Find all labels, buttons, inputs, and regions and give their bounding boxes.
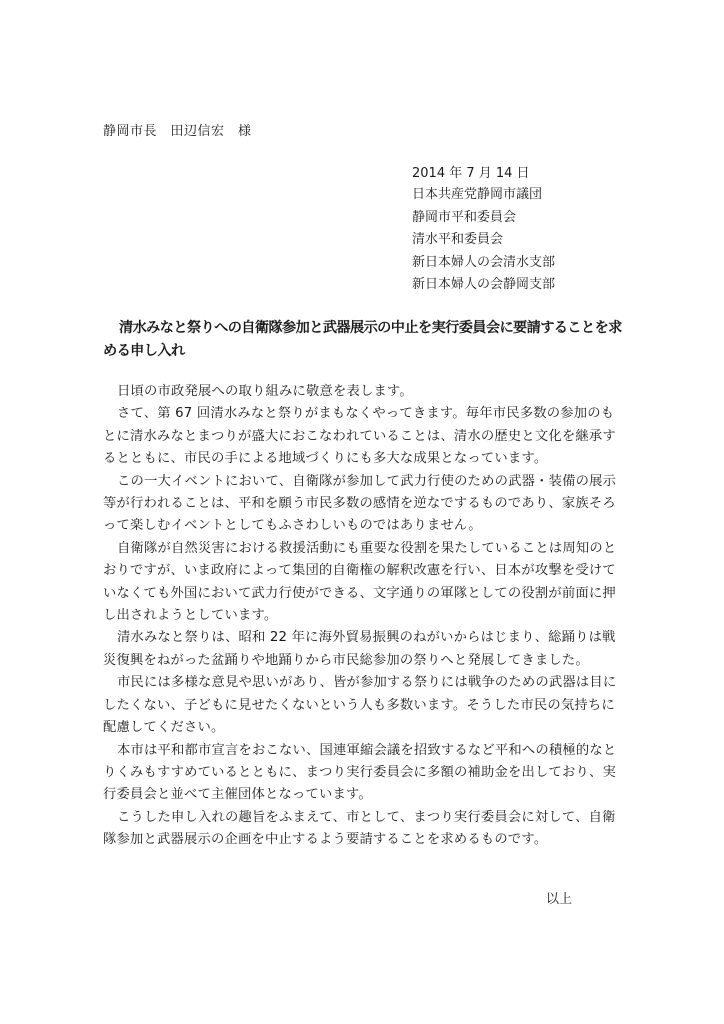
body-paragraph: 自衛隊が自然災害における救援活動にも重要な役割を果たしていることは周知のとおりですが、いま政府によって集団的自衛権の解釈改憲を行い、日本が攻撃を受けていなくても外国において武力行使ができる、文字通りの軍隊としての役割が前面に押し出されようとしています。 bbox=[103, 540, 617, 624]
sender-name: 新日本婦人の会清水支部 bbox=[412, 254, 556, 270]
letter-date: 2014 年 7 月 14 日 bbox=[412, 166, 530, 181]
body-paragraph: 日頃の市政発展への取り組みに敬意を表します。 bbox=[117, 384, 413, 399]
body-paragraph: 本市は平和都市宣言をおこない、国連軍縮会議を招致するなど平和への積極的なとりくみもすすめているとともに、まつり実行委員会に多額の補助金を出しており、実行委員会と並べて主催団体となっています。 bbox=[103, 742, 617, 803]
sender-list bbox=[412, 184, 555, 297]
sender-name: 清水平和委員会 bbox=[412, 232, 504, 248]
sender-name: 新日本婦人の会静岡支部 bbox=[412, 277, 556, 293]
sender-name: 静岡市平和委員会 bbox=[412, 209, 517, 225]
closing-mark: 以上 bbox=[546, 892, 573, 907]
sender-name: 日本共産党静岡市議団 bbox=[412, 187, 543, 202]
letter-title: 清水みなと祭りへの自衛隊参加と武器展示の中止を実行委員会に要請することを求める申し入れ bbox=[103, 320, 622, 359]
body-paragraph: 清水みなと祭りは、昭和 22 年に海外貿易振興のねがいからはじまり、総踊りは戦災復興をねがった盆踊りや地踊りから市民総参加の祭りへと発展してきました。 bbox=[103, 630, 616, 668]
letter-body bbox=[103, 381, 619, 852]
body-paragraph: こうした申し入れの趣旨をふまえて、市として、まつり実行委員会に対して、自衛隊参加と武器展示の企画を中止するよう要請することを求めるものです。 bbox=[103, 809, 616, 848]
body-paragraph: さて、第 67 回清水みなと祭りがまもなくやってきます。毎年市民多数の参加のもとに清水みなとまつりが盛大におこなわれていることは、清水の歴史と文化を継承するとともに、市民の手による地域づくりにも多大な成果となっています。 bbox=[103, 406, 616, 467]
body-paragraph: 市民には多様な意見や思いがあり、皆が参加する祭りには戦争のための武器は目にしたくない、子どもに見せたくないという人も多数います。そうした市民の気持ちに配慮してください。 bbox=[103, 675, 617, 736]
body-paragraph: この一大イベントにおいて、自衛隊が参加して武力行使のための武器・装備の展示等が行われることは、平和を願う市民多数の感情を逆なでするものであり、家族そろって楽しむイベントとしてもふさわしいものではありません。 bbox=[103, 473, 617, 534]
addressee: 静岡市長 田辺信宏 様 bbox=[103, 124, 252, 139]
